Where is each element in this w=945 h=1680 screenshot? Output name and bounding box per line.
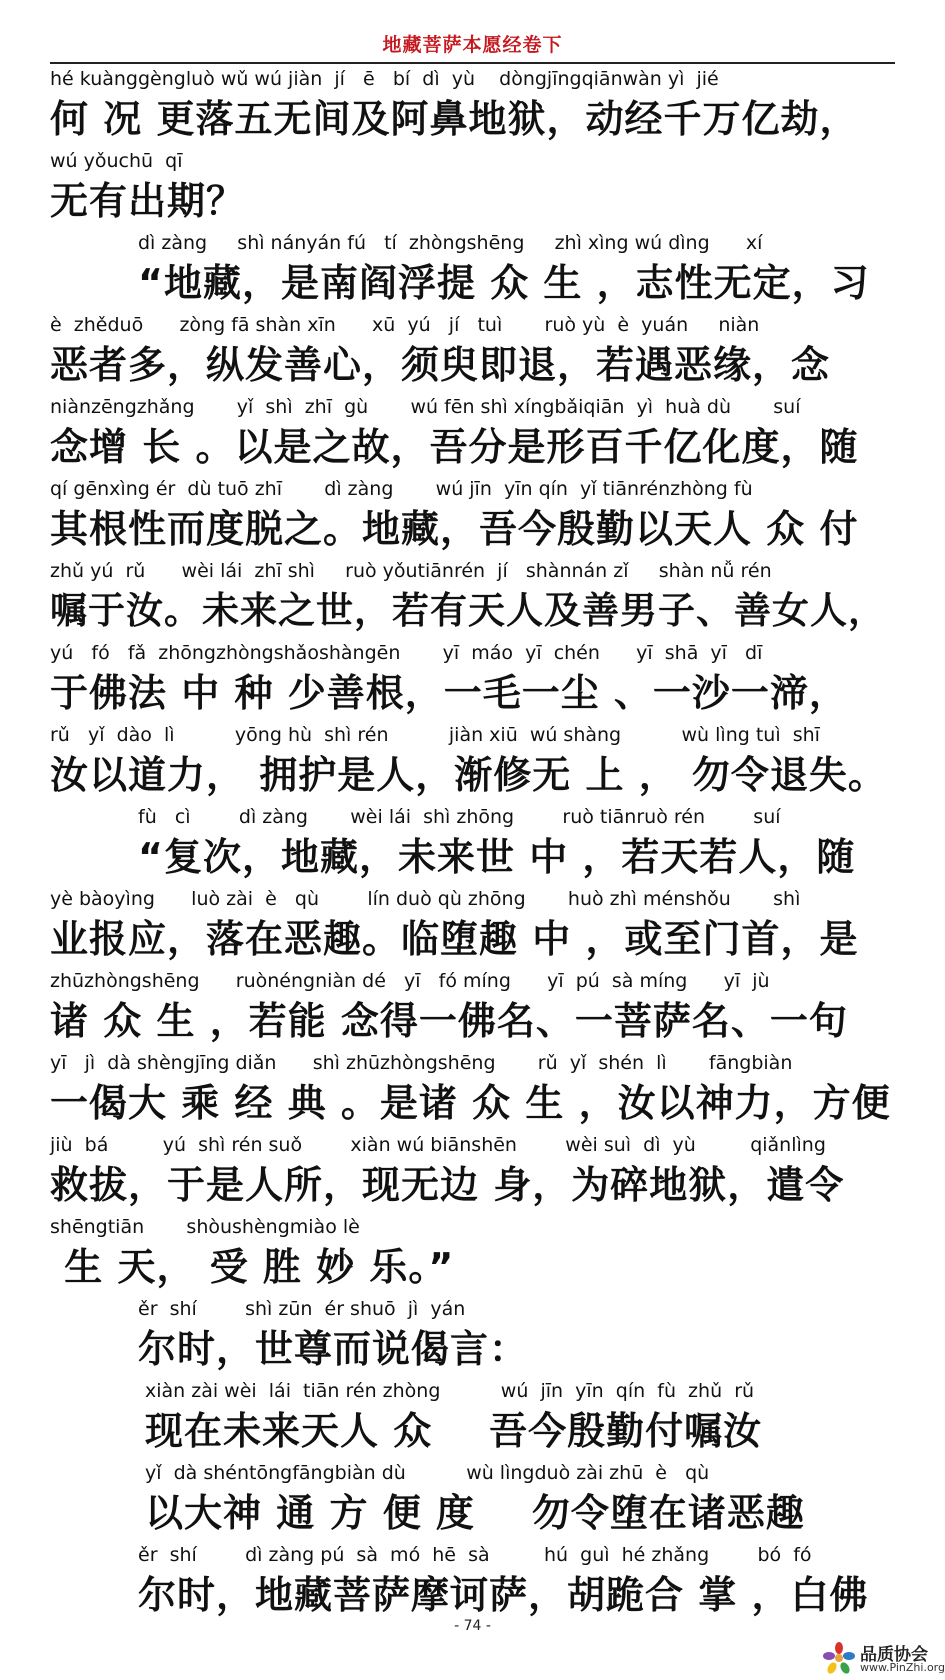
scripture-line — [50, 886, 895, 968]
pinyin-line: yī jì dà shèngjīng diǎn shì zhūzhòngshēng rǔ yǐ shén lì fāngbiàn — [50, 1052, 793, 1074]
pinyin-line: fù cì dì zàng wèi lái shì zhōng ruò tiānruò rén suí — [138, 806, 781, 828]
scripture-line — [138, 230, 895, 312]
pinyin-line: dì zàng shì nányán fú tí zhòngshēng zhì xìng wú dìng xí — [138, 232, 763, 254]
hanzi-line: 一偈大 乘 经 典 。是诸 众 生 ，汝以神力，方便 — [50, 1081, 891, 1125]
pinyin-line: qí gēnxìng ér dù tuō zhī dì zàng wú jīn yīn qín yǐ tiānrénzhòng fù — [50, 478, 753, 500]
hanzi-line: 其根性而度脱之。地藏，吾今殷勤以天人 众 付 — [50, 507, 859, 551]
pinyin-line: hé kuànggèngluò wǔ wú jiàn jí ē bí dì yù dòngjīngqiānwàn yì jié — [50, 68, 719, 90]
hanzi-line: 汝以道力， 拥护是人，渐修无 上 ， 勿令退失。 — [50, 753, 887, 797]
hanzi-line: 念增 长 。以是之故，吾分是形百千亿化度，随 — [50, 425, 859, 469]
scripture-line — [50, 394, 895, 476]
hanzi-line: 现在未来天人 众 吾今殷勤付嘱汝 — [145, 1409, 763, 1453]
scripture-line — [50, 148, 895, 230]
hanzi-line: 尔时，地藏菩萨摩诃萨，胡跪合 掌 ，白佛 — [138, 1573, 869, 1617]
logo-name: 品质协会 — [860, 1645, 928, 1665]
hanzi-line: 尔时，世尊而说偈言： — [138, 1327, 529, 1371]
scripture-line — [50, 558, 895, 640]
hanzi-line: 嘱于汝。未来之世，若有天人及善男子、善女人， — [50, 589, 886, 632]
hanzi-line: 诸 众 生 ，若能 念得一佛名、一菩萨名、一句 — [50, 999, 848, 1043]
flower-logo-icon — [822, 1642, 856, 1674]
pinzhi-logo — [822, 1638, 945, 1678]
scripture-line — [138, 1296, 895, 1378]
scripture-line — [50, 312, 895, 394]
scripture-line — [138, 804, 895, 886]
scripture-content — [0, 66, 945, 1617]
hanzi-line: 无有出期？ — [50, 179, 246, 223]
hanzi-line: “复次，地藏，未来世 中 ，若天若人，随 — [138, 835, 856, 879]
pinyin-line: jiù bá yú shì rén suǒ xiàn wú biānshēn wèi suì dì yù qiǎnlìng — [50, 1134, 826, 1156]
hanzi-line: 于佛法 中 种 少善根，一毛一尘 、一沙一渧， — [50, 671, 848, 715]
hanzi-line: 何 况 更落五无间及阿鼻地狱，动经千万亿劫， — [50, 97, 859, 141]
scripture-line — [145, 1378, 895, 1460]
hanzi-line: 恶者多，纵发善心，须臾即退，若遇恶缘，念 — [50, 343, 831, 387]
scripture-line — [138, 1542, 895, 1624]
hanzi-line: 以大神 通 方 便 度 勿令堕在诸恶趣 — [145, 1491, 805, 1535]
pinyin-line: ěr shí shì zūn ér shuō jì yán — [138, 1298, 466, 1320]
scripture-line — [50, 968, 895, 1050]
pinyin-line: shēngtiān shòushèngmiào lè — [50, 1216, 360, 1238]
page-header: 地藏菩萨本愿经卷下 — [382, 34, 563, 56]
hanzi-line: 业报应，落在恶趣。临堕趣 中 ，或至门首，是 — [50, 917, 859, 961]
scripture-line — [50, 722, 895, 804]
scripture-line — [50, 66, 895, 148]
scripture-line — [50, 1214, 895, 1296]
pinyin-line: yǐ dà shéntōngfāngbiàn dù wù lìngduò zài zhū è qù — [145, 1462, 710, 1484]
pinyin-line: niànzēngzhǎng yǐ shì zhī gù wú fēn shì xíngbǎiqiān yì huà dù suí — [50, 396, 801, 418]
pinyin-line: wú yǒuchū qī — [50, 150, 183, 172]
pinyin-line: zhūzhòngshēng ruònéngniàn dé yī fó míng yī pú sà míng yī jù — [50, 970, 770, 992]
header-rule — [50, 62, 895, 64]
pinyin-line: ěr shí dì zàng pú sà mó hē sà hú guì hé zhǎng bó fó — [138, 1544, 812, 1566]
hanzi-line: “地藏，是南阎浮提 众 生 ，志性无定，习 — [138, 261, 870, 305]
hanzi-line: 生 天， 受 胜 妙 乐。” — [50, 1245, 455, 1289]
pinyin-line: è zhěduō zòng fā shàn xīn xū yú jí tuì ruò yù è yuán niàn — [50, 314, 760, 336]
scripture-line — [50, 640, 895, 722]
pinyin-line: xiàn zài wèi lái tiān rén zhòng wú jīn yīn qín fù zhǔ rǔ — [145, 1380, 755, 1402]
scripture-line — [50, 476, 895, 558]
scripture-line — [50, 1050, 895, 1132]
pinyin-line: yè bàoyìng luò zài è qù lín duò qù zhōng huò zhì ménshǒu shì — [50, 888, 801, 910]
logo-url: www.PinZhi.org — [860, 1661, 945, 1674]
scripture-line — [145, 1460, 895, 1542]
page-number: - 74 - — [454, 1618, 491, 1634]
pinyin-line: yú fó fǎ zhōngzhòngshǎoshàngēn yī máo yī chén yī shā yī dī — [50, 642, 763, 664]
pinyin-line: rǔ yǐ dào lì yōng hù shì rén jiàn xiū wú shàng wù lìng tuì shī — [50, 724, 820, 746]
pinyin-line: zhǔ yú rǔ wèi lái zhī shì ruò yǒutiānrén jí shànnán zǐ shàn nǚ rén — [50, 560, 772, 582]
scripture-line — [50, 1132, 895, 1214]
hanzi-line: 救拔，于是人所，现无边 身，为碎地狱，遣令 — [50, 1163, 845, 1207]
